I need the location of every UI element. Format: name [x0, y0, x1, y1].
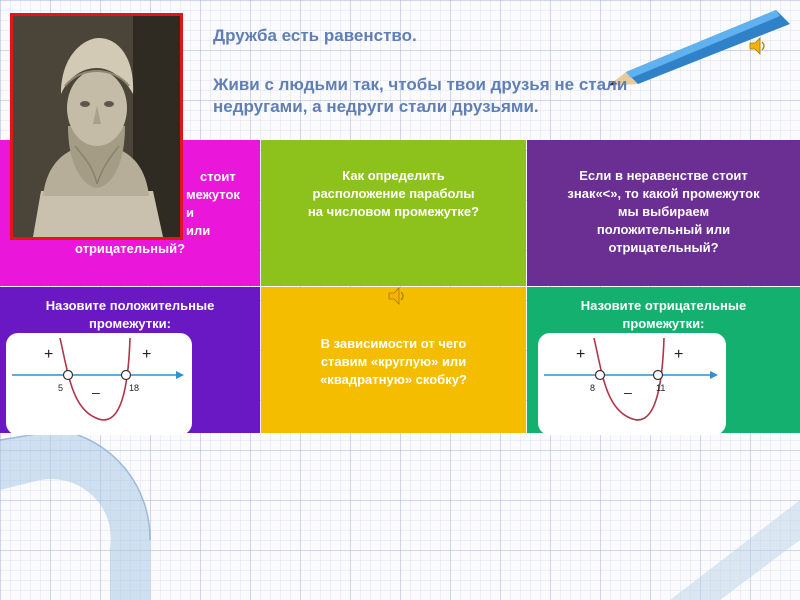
quote-line-1: Живи с людьми так, чтобы твои друзья не стали	[213, 75, 628, 94]
cell-r1-c3-line1: Если в неравенстве стоит	[579, 168, 748, 183]
minus-sign: –	[92, 384, 100, 400]
number-line-arrow	[710, 371, 718, 379]
quote-title: Дружба есть равенство.	[213, 26, 417, 45]
pencil-icon	[598, 8, 798, 93]
bust-photo	[10, 13, 183, 240]
cell-r2-c2-line1: В зависимости от чего	[320, 336, 467, 351]
cell-r2-c1-line1: Назовите положительные	[45, 298, 215, 313]
cell-r2-c3-line2: промежутки:	[622, 316, 705, 331]
quote-line-2: недругами, а недруги стали друзьями.	[213, 97, 539, 116]
cell-r1-c3-line3: мы выбираем	[617, 204, 710, 219]
cell-r1-c2[interactable]	[261, 140, 526, 286]
ruler-icon	[640, 470, 800, 600]
cell-r1-c2-line2: расположение параболы	[312, 186, 475, 201]
cell-r1-c1-line3: и	[186, 205, 194, 220]
parabola-graph-left	[6, 333, 192, 435]
root-point-1	[596, 371, 605, 380]
parabola-curve	[594, 338, 664, 420]
sound-icon[interactable]	[387, 286, 407, 306]
root-label-2: 18	[129, 383, 140, 393]
cell-r1-c2-line1: Как определить	[342, 168, 445, 183]
root-label-2: 11	[656, 383, 666, 393]
plus-sign-left: +	[576, 346, 586, 363]
cell-r1-c1-line2: межуток	[186, 187, 240, 202]
cell-r1-c3-line2: знак«<», то какой промежуток	[567, 186, 760, 201]
cell-r1-c2-line3: на числовом промежутке?	[307, 204, 480, 219]
cell-r1-c1-line1: стоит	[200, 169, 236, 184]
cell-r2-c2-line2: ставим «круглую» или	[320, 354, 467, 369]
cell-r1-c1-line4: или	[186, 223, 211, 238]
root-label-1: 5	[58, 383, 64, 393]
plus-sign-left: +	[44, 346, 54, 363]
cell-r2-c2-line3: «квадратную» скобку?	[320, 372, 467, 387]
root-point-2	[654, 371, 663, 380]
cell-r2-c2[interactable]	[261, 287, 526, 433]
plus-sign-right: +	[674, 346, 684, 363]
root-label-1: 8	[590, 383, 596, 393]
cell-r1-c3-line5: отрицательный?	[608, 240, 719, 255]
cell-r1-c1-line5: отрицательный?	[74, 241, 186, 256]
cell-r1-c3-line4: положительный или	[596, 222, 731, 237]
sound-icon[interactable]	[748, 36, 768, 56]
protractor-icon	[0, 420, 160, 600]
root-point-2	[122, 371, 131, 380]
minus-sign: –	[624, 384, 632, 400]
cell-r2-c3-line1: Назовите отрицательные	[580, 298, 747, 313]
number-line-arrow	[176, 371, 184, 379]
root-point-1	[64, 371, 73, 380]
parabola-graph-right	[538, 333, 726, 435]
plus-sign-right: +	[142, 346, 152, 363]
cell-r2-c1-line2: промежутки:	[88, 316, 172, 331]
cell-r1-c3[interactable]	[527, 140, 800, 286]
